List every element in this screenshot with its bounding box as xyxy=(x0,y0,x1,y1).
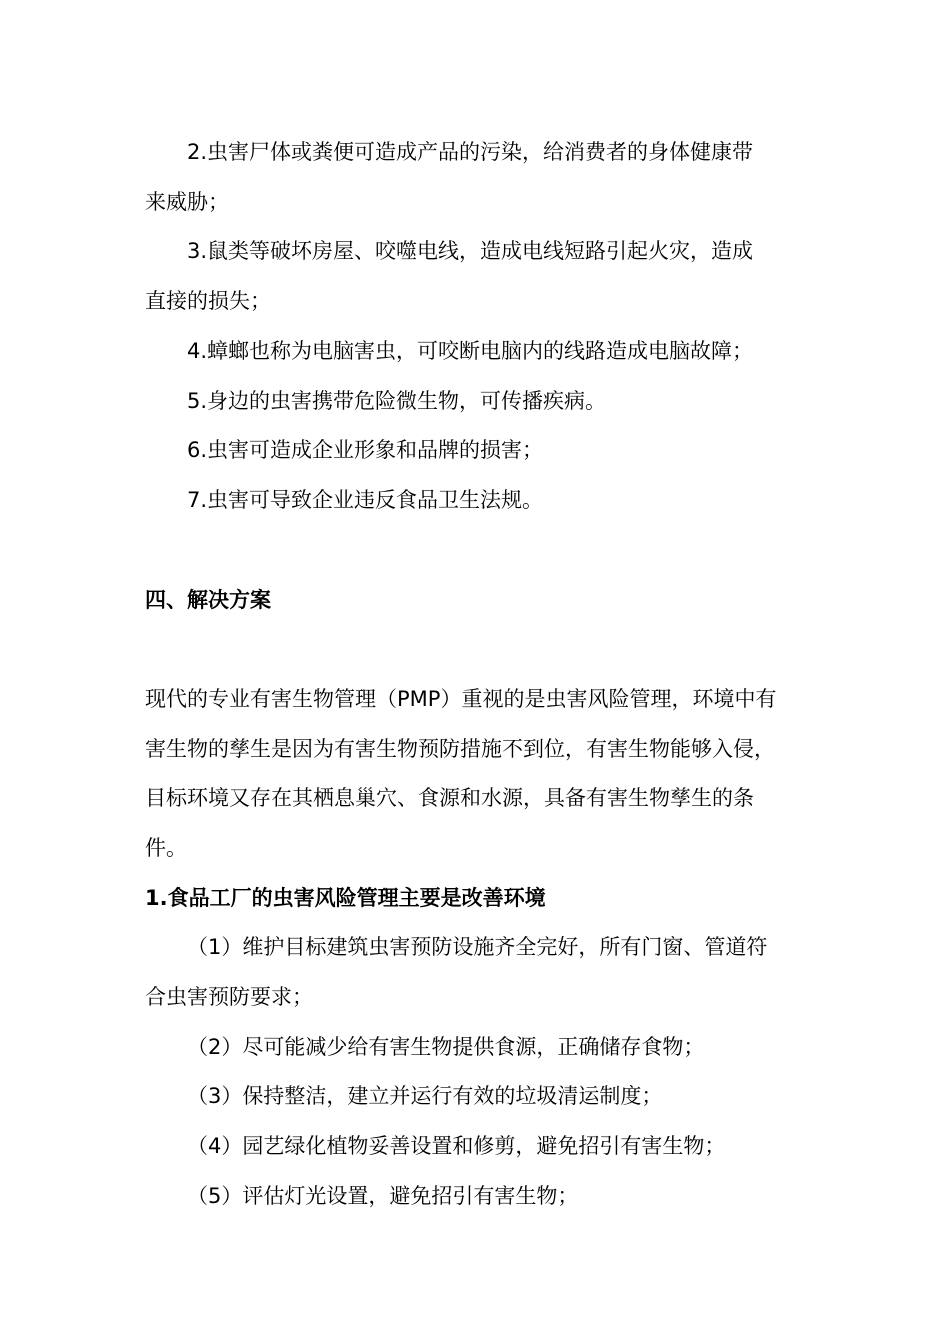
harm-item-6: 6.虫害可造成企业形象和品牌的损害； xyxy=(187,438,544,462)
measure-4: （4）园艺绿化植物妥善设置和修剪，避免招引有害生物； xyxy=(187,1134,726,1158)
section-4-intro-line-2: 害生物的孳生是因为有害生物预防措施不到位，有害生物能够入侵， xyxy=(145,737,775,761)
harm-item-4: 4.蟑螂也称为电脑害虫，可咬断电脑内的线路造成电脑故障； xyxy=(187,339,754,363)
measure-3: （3）保持整洁，建立并运行有效的垃圾清运制度； xyxy=(187,1084,663,1108)
harm-item-3-line-2: 直接的损失； xyxy=(145,289,271,313)
harm-item-2-line-2: 来威胁； xyxy=(145,190,229,214)
harm-item-3-line-1: 3.鼠类等破坏房屋、咬噬电线，造成电线短路引起火灾，造成 xyxy=(187,239,754,263)
harm-item-5: 5.身边的虫害携带危险微生物，可传播疾病。 xyxy=(187,389,607,413)
section-4-intro-line-4: 件。 xyxy=(145,836,187,860)
section-4-intro-line-1: 现代的专业有害生物管理（PMP）重视的是虫害风险管理，环境中有 xyxy=(145,687,777,711)
measure-5: （5）评估灯光设置，避免招引有害生物； xyxy=(187,1184,579,1208)
harm-item-2-line-1: 2.虫害尸体或粪便可造成产品的污染，给消费者的身体健康带 xyxy=(187,140,754,164)
harm-item-7: 7.虫害可导致企业违反食品卫生法规。 xyxy=(187,488,544,512)
subsection-1-heading: 1.食品工厂的虫害风险管理主要是改善环境 xyxy=(145,886,546,910)
measure-1-line-1: （1）维护目标建筑虫害预防设施齐全完好，所有门窗、管道符 xyxy=(187,935,768,959)
measure-1-line-2: 合虫害预防要求； xyxy=(145,985,313,1009)
measure-2: （2）尽可能减少给有害生物提供食源，正确储存食物； xyxy=(187,1035,705,1059)
section-4-heading: 四、解决方案 xyxy=(145,588,271,612)
section-4-intro-line-3: 目标环境又存在其栖息巢穴、食源和水源，具备有害生物孳生的条 xyxy=(145,786,754,810)
